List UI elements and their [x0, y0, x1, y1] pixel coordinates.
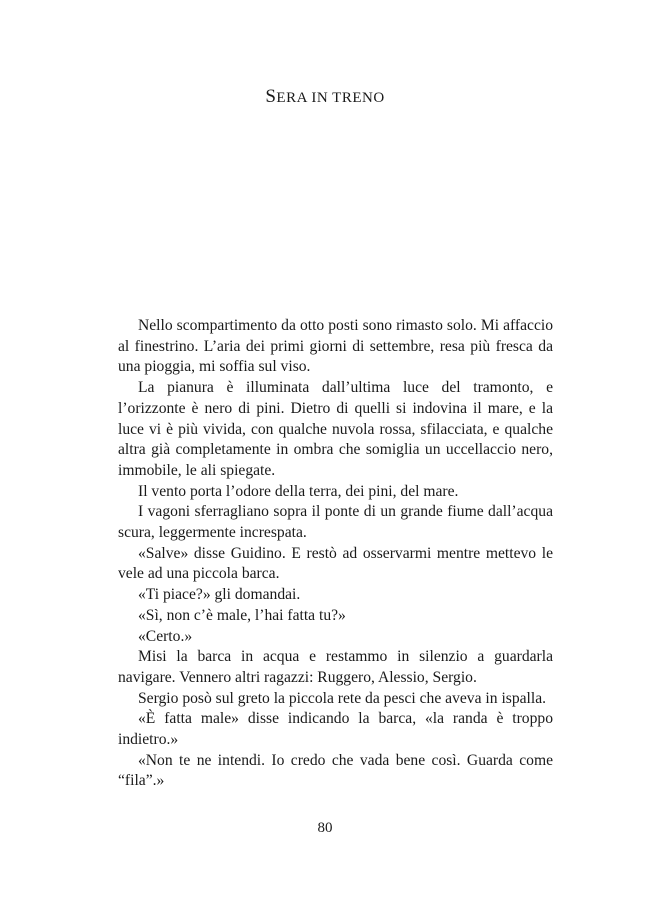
paragraph: «Salve» disse Guidino. E restò ad osservarmi mentre mettevo le vele ad una piccola barca. [118, 544, 553, 583]
chapter-title-rest: ERA IN TRENO [276, 90, 385, 106]
paragraph: Il vento porta l’odore della terra, dei pini, del mare. [138, 482, 459, 500]
paragraph: «Ti piace?» gli domandai. [138, 586, 301, 604]
chapter-title [0, 86, 650, 108]
chapter-title-initial: S [265, 86, 277, 107]
paragraph: Nello scompartimento da otto posti sono rimasto solo. Mi affaccio al finestrino. L’aria dei primi giorni di settembre, resa più fresca da una pioggia, mi soffia sul viso. [118, 317, 553, 376]
paragraph: I vagoni sferragliano sopra il ponte di un grande fiume dall’acqua scura, leggermente increspata. [118, 503, 553, 542]
paragraph: Sergio posò sul greto la piccola rete da pesci che aveva in ispalla. [138, 689, 547, 707]
paragraph: Misi la barca in acqua e restammo in silenzio a guardarla navigare. Vennero altri ragazzi: Ruggero, Alessio, Sergio. [118, 648, 553, 686]
paragraph: La pianura è illuminata dall’ultima luce del tramonto, e l’orizzonte è nero di pini. Dietro di quelli si indovina il mare, e la luce vi è più vivida, con qualche nuvola rossa, sfilacciata, e qualche altra già completamente in ombra che somiglia un uccellaccio nero, immobile, le ali spiegate. [118, 379, 553, 479]
paragraph: «È fatta male» disse indicando la barca, «la randa è troppo indietro.» [118, 710, 553, 749]
body-text [118, 316, 553, 792]
paragraph: «Sì, non c’è male, l’hai fatta tu?» [138, 606, 346, 624]
page-number: 80 [317, 820, 333, 836]
paragraph: «Certo.» [138, 627, 193, 645]
paragraph: «Non te ne intendi. Io credo che vada bene così. Guarda come “fila”.» [118, 751, 553, 790]
